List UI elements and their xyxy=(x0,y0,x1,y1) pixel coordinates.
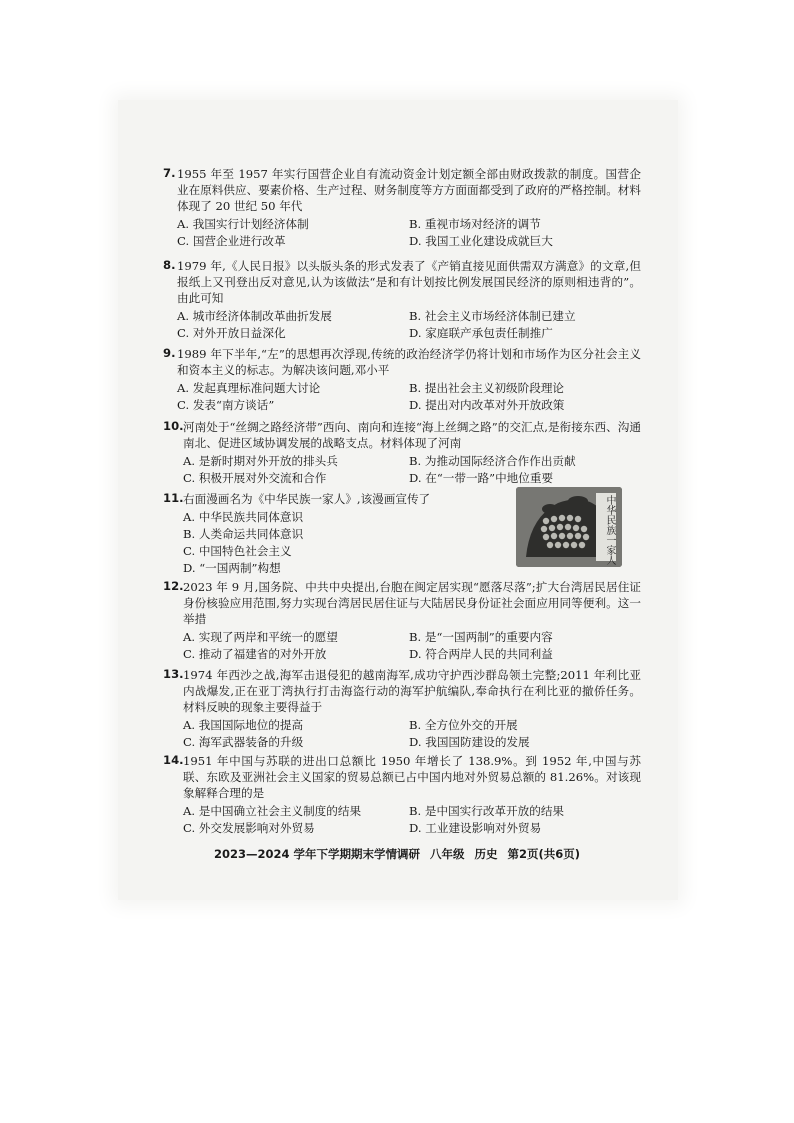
option-b[interactable]: B. 社会主义市场经济体制已建立 xyxy=(409,309,576,323)
option-c[interactable]: C. 发表“南方谈话” xyxy=(177,398,275,412)
option-a[interactable]: A. 中华民族共同体意识 xyxy=(183,510,304,524)
cartoon-image xyxy=(516,487,622,567)
question-number: 7. xyxy=(163,166,176,180)
question-13 xyxy=(163,667,641,753)
option-c[interactable]: C. 对外开放日益深化 xyxy=(177,326,286,340)
question-stem: 1955 年至 1957 年实行国营企业自有流动资金计划定额全部由财政拨款的制度。国营企业在原料供应、要素价格、生产过程、财务制度等方方面面都受到了政府的严格控制。材料体现了 20 世纪 50 年代 xyxy=(177,167,641,213)
footer-term: 2023—2024 学年下学期期末学情调研 xyxy=(213,847,420,861)
option-b[interactable]: B. 人类命运共同体意识 xyxy=(183,527,304,541)
options xyxy=(163,509,513,579)
options xyxy=(163,308,641,344)
option-b[interactable]: B. 全方位外交的开展 xyxy=(409,718,518,732)
option-b[interactable]: B. 提出社会主义初级阶段理论 xyxy=(409,381,565,395)
question-9 xyxy=(163,346,641,416)
question-7 xyxy=(163,166,641,252)
question-8 xyxy=(163,258,641,344)
footer-subject: 历史 xyxy=(474,847,498,861)
option-b[interactable]: B. 是中国实行改革开放的结果 xyxy=(409,804,565,818)
option-d[interactable]: D. 在“一带一路”中地位重要 xyxy=(409,471,554,485)
question-number: 12. xyxy=(163,579,184,593)
option-a[interactable]: A. 是新时期对外开放的排头兵 xyxy=(183,454,338,468)
question-number: 9. xyxy=(163,346,176,360)
question-number: 10. xyxy=(163,419,184,433)
option-d[interactable]: D. 提出对内改革对外开放政策 xyxy=(409,398,565,412)
option-c[interactable]: C. 外交发展影响对外贸易 xyxy=(183,821,315,835)
question-11 xyxy=(163,491,513,579)
footer-page: 第2页(共6页) xyxy=(507,847,581,861)
options xyxy=(163,453,641,489)
question-14 xyxy=(163,753,641,839)
page-footer xyxy=(0,846,794,862)
option-b[interactable]: B. 是“一国两制”的重要内容 xyxy=(409,630,553,644)
question-stem: 2023 年 9 月,国务院、中共中央提出,台胞在闽定居实现“愿落尽落”;扩大台湾居民居住证身份核验应用范围,努力实现台湾居民居住证与大陆居民身份证社会面应用同等便利。这一举措 xyxy=(183,580,641,626)
option-a[interactable]: A. 是中国确立社会主义制度的结果 xyxy=(183,804,362,818)
question-number: 14. xyxy=(163,753,184,767)
question-stem: 1951 年中国与苏联的进出口总额比 1950 年增长了 138.9%。到 1952 年,中国与苏联、东欧及亚洲社会主义国家的贸易总额已占中国内地对外贸易总额的 81.26%。对该现象解释合理的是 xyxy=(183,754,641,800)
question-number: 8. xyxy=(163,258,176,272)
option-a[interactable]: A. 发起真理标准问题大讨论 xyxy=(177,381,321,395)
question-stem: 1974 年西沙之战,海军击退侵犯的越南海军,成功守护西沙群岛领土完整;2011 年利比亚内战爆发,正在亚丁湾执行打击海盗行动的海军护航编队,奉命执行在利比亚的撤侨任务。材料反映的现象主要得益于 xyxy=(183,668,641,714)
question-12 xyxy=(163,579,641,665)
question-number: 11. xyxy=(163,491,184,505)
option-d[interactable]: D. 工业建设影响对外贸易 xyxy=(409,821,542,835)
options xyxy=(163,803,641,839)
footer-grade: 八年级 xyxy=(430,847,465,861)
question-stem: 右面漫画名为《中华民族一家人》,该漫画宣传了 xyxy=(183,492,431,506)
option-d[interactable]: D. 符合两岸人民的共同利益 xyxy=(409,647,553,661)
option-c[interactable]: C. 海军武器装备的升级 xyxy=(183,735,304,749)
question-10 xyxy=(163,419,641,489)
option-d[interactable]: D. 我国国防建设的发展 xyxy=(409,735,530,749)
option-a[interactable]: A. 实现了两岸和平统一的愿望 xyxy=(183,630,338,644)
question-stem: 河南处于“丝绸之路经济带”西向、南向和连接“海上丝绸之路”的交汇点,是衔接东西、沟通南北、促进区域协调发展的战略支点。材料体现了河南 xyxy=(183,420,641,450)
option-a[interactable]: A. 我国实行计划经济体制 xyxy=(177,217,309,231)
options xyxy=(163,717,641,753)
option-d[interactable]: D. 家庭联产承包责任制推广 xyxy=(409,326,553,340)
option-b[interactable]: B. 为推动国际经济合作作出贡献 xyxy=(409,454,576,468)
option-d[interactable]: D. “一国两制”构想 xyxy=(183,561,281,575)
option-c[interactable]: C. 中国特色社会主义 xyxy=(183,544,292,558)
question-stem: 1989 年下半年,“左”的思想再次浮现,传统的政治经济学仍将计划和市场作为区分社会主义和资本主义的标志。为解决该问题,邓小平 xyxy=(177,347,641,377)
question-number: 13. xyxy=(163,667,184,681)
option-a[interactable]: A. 我国国际地位的提高 xyxy=(183,718,304,732)
question-stem: 1979 年,《人民日报》以头版头条的形式发表了《产销直接见面供需双方满意》的文章,但报纸上又刊登出反对意见,认为该做法“是和有计划按比例发展国民经济的原则相违背的”。由此可知 xyxy=(177,259,641,305)
options xyxy=(163,380,641,416)
option-d[interactable]: D. 我国工业化建设成就巨大 xyxy=(409,234,553,248)
option-c[interactable]: C. 推动了福建省的对外开放 xyxy=(183,647,327,661)
cartoon-caption: 中华民族一家人 xyxy=(604,495,615,565)
option-c[interactable]: C. 国营企业进行改革 xyxy=(177,234,286,248)
option-a[interactable]: A. 城市经济体制改革曲折发展 xyxy=(177,309,332,323)
option-c[interactable]: C. 积极开展对外交流和合作 xyxy=(183,471,327,485)
options xyxy=(163,216,641,252)
option-b[interactable]: B. 重视市场对经济的调节 xyxy=(409,217,541,231)
options xyxy=(163,629,641,665)
